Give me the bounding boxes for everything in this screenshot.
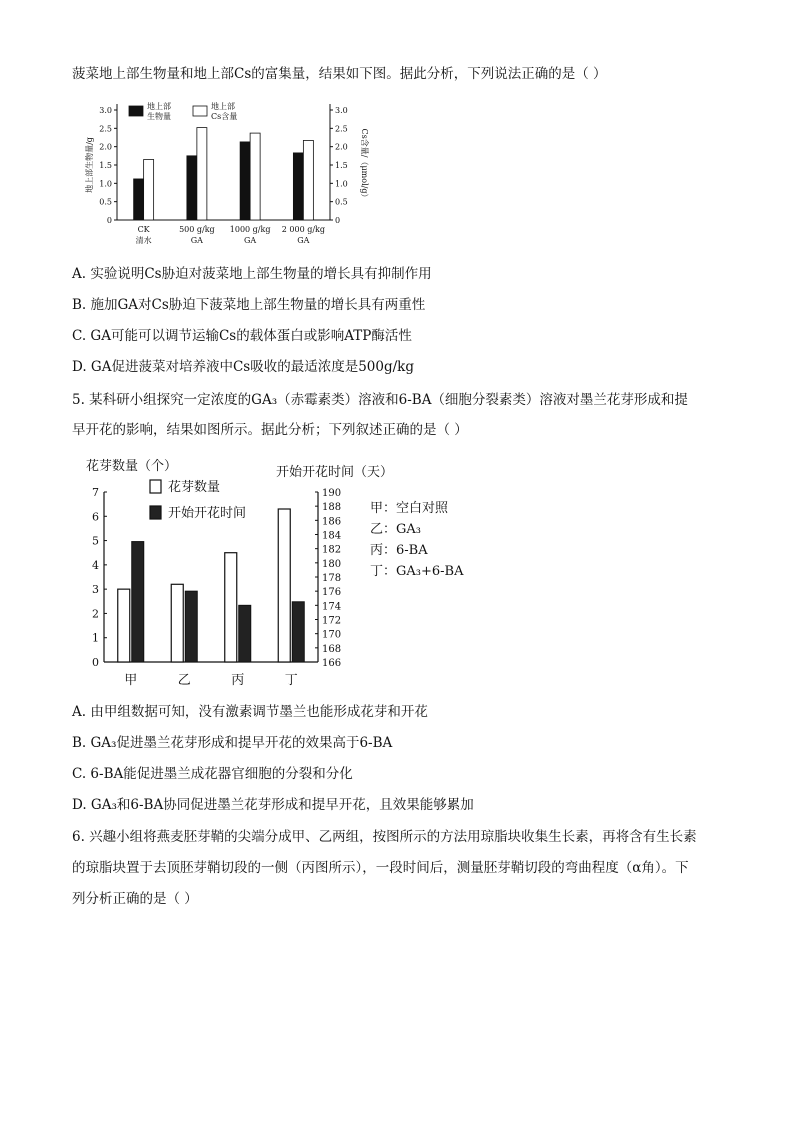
tick-label-left: 2.5 bbox=[99, 124, 112, 134]
legend-label: 花芽数量 bbox=[168, 480, 221, 495]
bar-bud-count bbox=[171, 584, 183, 662]
tick-label-right: 190 bbox=[322, 488, 342, 499]
y-axis-label-left: 地上部生物量/g bbox=[85, 137, 94, 193]
bar-flowering-time bbox=[239, 605, 251, 662]
tick-label-left: 1 bbox=[92, 631, 99, 645]
bar-biomass bbox=[240, 142, 250, 220]
q5-stem-line1: 5. 某科研小组探究一定浓度的GA₃（赤霉素类）溶液和6-BA（细胞分裂素类）溶液对墨兰花芽形成和提 bbox=[72, 392, 688, 408]
tick-label-left: 0 bbox=[92, 656, 99, 669]
x-tick-label: CK bbox=[137, 225, 150, 234]
tick-label-right: 166 bbox=[322, 658, 342, 669]
legend-swatch bbox=[129, 106, 143, 116]
group-key-label: 丁：GA₃+6-BA bbox=[370, 564, 464, 579]
chart-orchid-flowering bbox=[80, 452, 500, 692]
tick-label-right: 1.5 bbox=[335, 161, 348, 170]
tick-label-right: 184 bbox=[322, 530, 342, 542]
q5-stem-line2: 早开花的影响，结果如图所示。据此分析；下列叙述正确的是（ ） bbox=[72, 422, 468, 438]
chart-cs-biomass bbox=[72, 92, 392, 252]
bar-cs-content bbox=[303, 140, 313, 220]
x-tick-label: 1000 g/kg bbox=[229, 225, 271, 234]
bar-cs-content bbox=[144, 160, 154, 221]
tick-label-right: 172 bbox=[322, 615, 342, 627]
tick-label-left: 3.0 bbox=[99, 106, 112, 115]
tick-label-left: 1.5 bbox=[99, 161, 112, 170]
legend-label: 开始开花时间 bbox=[168, 506, 247, 521]
tick-label-left: 6 bbox=[92, 510, 99, 524]
legend-swatch bbox=[150, 480, 161, 493]
legend-label: 地上部 bbox=[211, 102, 235, 111]
legend-label: 地上部 bbox=[147, 102, 171, 111]
y-axis-label-right: Cs含量/（μmol/g） bbox=[360, 128, 369, 202]
tick-label-right: 174 bbox=[322, 601, 342, 613]
bar-flowering-time bbox=[132, 542, 144, 662]
tick-label-right: 2.0 bbox=[335, 142, 348, 152]
bar-flowering-time bbox=[185, 591, 197, 662]
bar-bud-count bbox=[225, 553, 237, 662]
x-tick-label: 500 g/kg bbox=[179, 225, 215, 234]
tick-label-right: 178 bbox=[322, 573, 342, 584]
x-tick-label: 丙 bbox=[231, 673, 245, 688]
q5-option-d: D. GA₃和6-BA协同促进墨兰花芽形成和提早开花，且效果能够累加 bbox=[72, 797, 474, 813]
x-tick-label-sub: GA bbox=[244, 236, 257, 245]
x-tick-label-sub: 清水 bbox=[135, 236, 152, 245]
q4-option-a: A. 实验说明Cs胁迫对菠菜地上部生物量的增长具有抑制作用 bbox=[72, 266, 432, 282]
q5-option-a: A. 由甲组数据可知，没有激素调节墨兰也能形成花芽和开花 bbox=[72, 704, 428, 720]
tick-label-right: 176 bbox=[322, 587, 342, 599]
group-key-label: 甲：空白对照 bbox=[370, 501, 449, 516]
q4-option-c: C. GA可能可以调节运输Cs的载体蛋白或影响ATP酶活性 bbox=[72, 328, 412, 344]
q5-option-c: C. 6-BA能促进墨兰成花器官细胞的分裂和分化 bbox=[72, 766, 353, 782]
tick-label-left: 3 bbox=[92, 583, 99, 597]
bar-biomass bbox=[293, 153, 303, 220]
x-tick-label: 甲 bbox=[124, 673, 138, 688]
q6-line1: 6. 兴趣小组将燕麦胚芽鞘的尖端分成甲、乙两组，按图所示的方法用琼脂块收集生长素，再将含有生长素 bbox=[72, 829, 697, 845]
bar-flowering-time bbox=[292, 602, 304, 662]
bar-bud-count bbox=[278, 509, 290, 662]
bar-biomass bbox=[187, 156, 197, 220]
x-tick-label: 乙 bbox=[177, 673, 191, 688]
q5-option-b: B. GA₃促进墨兰花芽形成和提早开花的效果高于6-BA bbox=[72, 735, 393, 751]
x-tick-label: 2 000 g/kg bbox=[281, 225, 325, 234]
bar-cs-content bbox=[197, 128, 207, 220]
bar-biomass bbox=[134, 179, 144, 220]
q6-line3: 列分析正确的是（ ） bbox=[72, 891, 198, 907]
tick-label-right: 3.0 bbox=[335, 106, 348, 115]
tick-label-left: 2.0 bbox=[99, 142, 112, 152]
x-tick-label: 丁 bbox=[284, 673, 298, 688]
tick-label-right: 180 bbox=[322, 558, 342, 570]
tick-label-right: 188 bbox=[322, 502, 342, 514]
group-key-label: 丙：6-BA bbox=[370, 543, 428, 558]
tick-label-left: 2 bbox=[92, 607, 99, 621]
y-axis-label-right: 开始开花时间（天） bbox=[276, 465, 394, 480]
tick-label-left: 0.5 bbox=[99, 197, 112, 207]
y-axis-label-left: 花芽数量（个） bbox=[86, 459, 178, 474]
q4-stem: 菠菜地上部生物量和地上部Cs的富集量，结果如下图。据此分析，下列说法正确的是（ ） bbox=[72, 66, 607, 82]
q6-line2: 的琼脂块置于去顶胚芽鞘切段的一侧（丙图所示），一段时间后，测量胚芽鞘切段的弯曲程度（α角）。下 bbox=[72, 860, 689, 876]
tick-label-right: 0.5 bbox=[335, 197, 348, 207]
tick-label-right: 182 bbox=[322, 544, 342, 556]
legend-swatch bbox=[193, 106, 207, 116]
tick-label-right: 186 bbox=[322, 516, 342, 528]
x-tick-label-sub: GA bbox=[297, 236, 310, 245]
tick-label-right: 170 bbox=[322, 629, 342, 641]
bar-bud-count bbox=[118, 589, 130, 662]
tick-label-left: 1.0 bbox=[99, 179, 112, 189]
tick-label-left: 5 bbox=[92, 534, 99, 548]
tick-label-right: 1.0 bbox=[335, 179, 348, 189]
tick-label-right: 2.5 bbox=[335, 124, 348, 134]
q4-option-d: D. GA促进菠菜对培养液中Cs吸收的最适浓度是500g/kg bbox=[72, 359, 414, 375]
tick-label-right: 168 bbox=[322, 643, 342, 655]
legend-swatch bbox=[150, 506, 161, 519]
tick-label-right: 0 bbox=[335, 216, 341, 225]
q4-option-b: B. 施加GA对Cs胁迫下菠菜地上部生物量的增长具有两重性 bbox=[72, 297, 426, 313]
legend-label: Cs含量 bbox=[211, 112, 238, 121]
tick-label-left: 7 bbox=[92, 486, 99, 499]
legend-label: 生物量 bbox=[147, 112, 171, 121]
group-key-label: 乙：GA₃ bbox=[370, 522, 421, 537]
bar-cs-content bbox=[250, 133, 260, 220]
tick-label-left: 4 bbox=[92, 558, 99, 572]
x-tick-label-sub: GA bbox=[190, 236, 203, 245]
tick-label-left: 0 bbox=[106, 216, 112, 225]
